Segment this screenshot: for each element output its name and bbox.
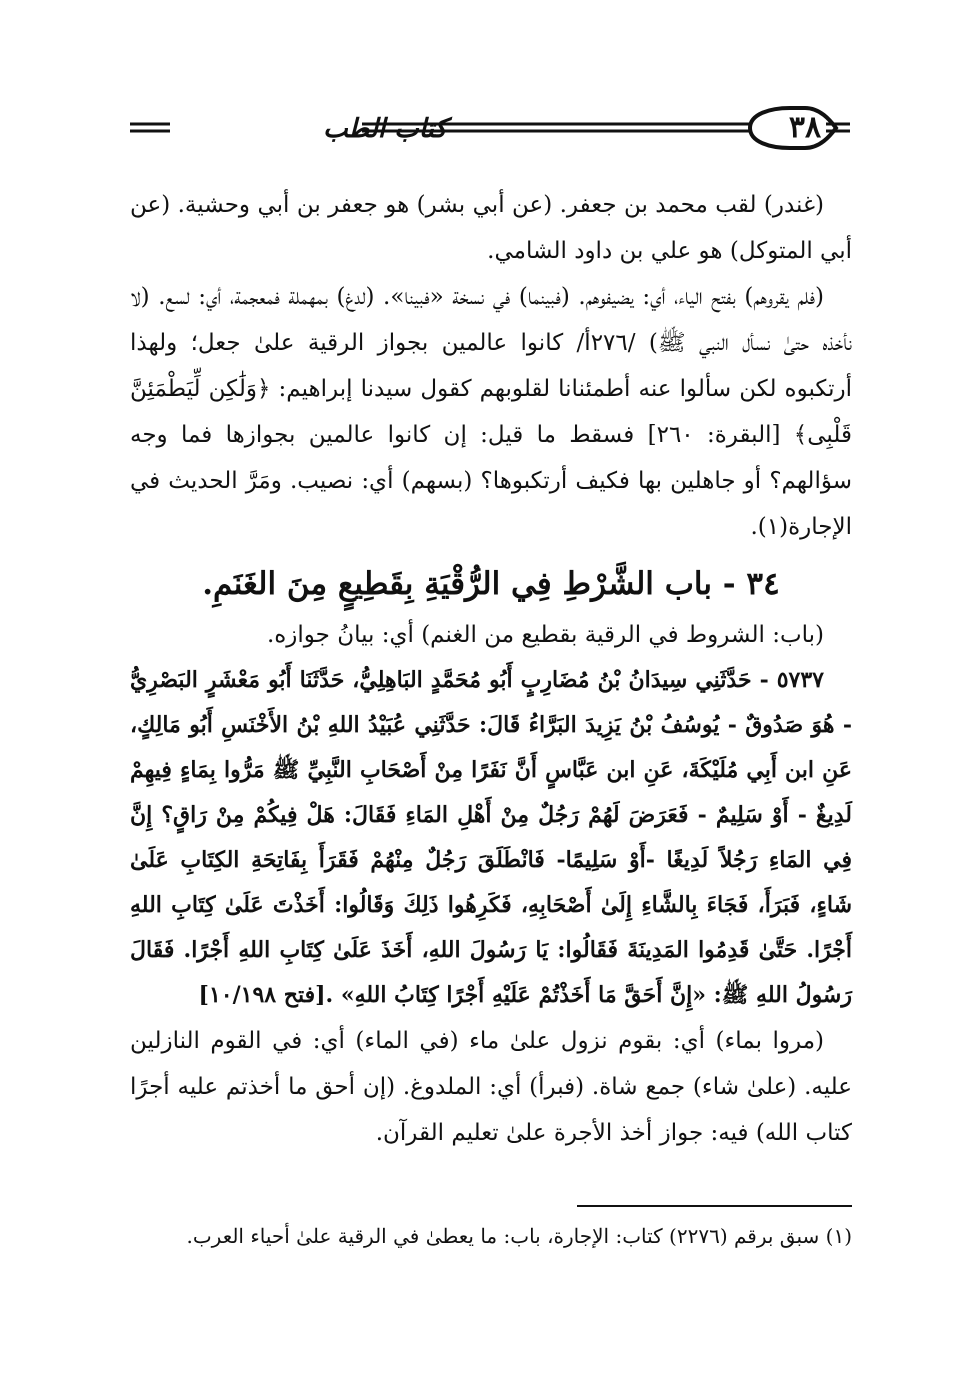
paragraph-commentary-2: (فلم يقروهم) بفتح الياء، أي: يضيفوهم. (فبينما) في نسخة «فبينا». (لدغ) بمهملة فمعجمة، أي: لسع. (لا نأخذه حتىٰ نسأل النبي ﷺ) /٢٧٦أ/ كانوا عالمين بجواز الرقية علىٰ جعل؛ ولهذا أرتكبوه لكن سألوا عنه أطمئنانا لقلوبهم كقول سيدنا إبراهيم: ﴿وَلَٰكِن لِّيَطْمَئِنَّ قَلْبِى﴾ [البقرة: ٢٦٠] فسقط ما قيل: إن كانوا عالمين بجوازها فما وجه سؤالهم؟ أو جاهلين بها فكيف أرتكبوها؟ (بسهم) أي: نصيب. ومَرَّ الحديث في الإجارة(١).	[130, 284, 852, 540]
paragraph-commentary-1: (غندر) لقب محمد بن جعفر. (عن أبي بشر) هو جعفر بن أبي وحشية. (عن أبي المتوكل) هو علي بن داود الشامي.	[130, 192, 852, 264]
hadith-text: ٥٧٣٧ - حَدَّثَنِي سِيدَانُ بْنُ مُضَارِبٍ أَبُو مُحَمَّدٍ البَاهِلِيُّ، حَدَّثَنَا أَبُو مَعْشَرٍ البَصْرِيُّ - هُوَ صَدُوقٌ - يُوسُفُ بْنُ يَزِيدَ البَرَّاءُ قَالَ: حَدَّثَنِي عُبَيْدُ اللهِ بْنُ الأَخْنَسِ أَبُو مَالِكٍ، عَنِ ابن أَبِي مُلَيْكَةَ، عَنِ ابن عَبَّاسٍ أَنَّ نَفَرًا مِنْ أَصْحَابِ النَّبِيِّ ﷺ مَرُّوا بِمَاءٍ فِيهِمْ لَدِيغٌ - أَوْ سَلِيمٌ - فَعَرَضَ لَهُمْ رَجُلٌ مِنْ أَهْلِ المَاءِ فَقَالَ: هَلْ فِيكُمْ مِنْ رَاقٍ؟ إِنَّ فِي المَاءِ رَجُلاً لَدِيغًا -أَوْ سَلِيمًا- فَانْطَلَقَ رَجُلٌ مِنْهُمْ فَقَرَأَ بِفَاتِحَةِ الكِتَابِ عَلَىٰ شَاءٍ، فَبَرَأَ، فَجَاءَ بِالشَّاءِ إِلَىٰ أَصْحَابِهِ، فَكَرِهُوا ذَلِكَ وَقَالُوا: أَخَذْتَ عَلَىٰ كِتَابِ اللهِ أَجْرًا. حَتَّىٰ قَدِمُوا المَدِينَةَ فَقَالُوا: يَا رَسُولَ اللهِ، أَخَذَ عَلَىٰ كِتَابِ اللهِ أَجْرًا. فَقَالَ رَسُولُ اللهِ ﷺ: «إِنَّ أَحَقَّ مَا أَخَذْتُمْ عَلَيْهِ أَجْرًا كِتَابُ اللهِ» .[فتح ١٠/١٩٨]	[130, 667, 852, 1008]
footnote-divider	[577, 1205, 852, 1207]
running-title: كتاب الطب	[323, 114, 447, 144]
header-ornament	[130, 100, 850, 160]
chapter-heading: ٣٤ - باب الشَّرْطِ فِي الرُّقْيَةِ بِقَطِيعٍ مِنَ الغَنَمِ.	[202, 566, 780, 602]
paragraph-chapter-explanation: (باب: الشروط في الرقية بقطيع من الغنم) أي: بيانُ جوازه.	[266, 622, 824, 648]
page-header	[130, 100, 850, 160]
paragraph-commentary-3: (مروا بماء) أي: بقوم نزول علىٰ ماء (في الماء) أي: في القوم النازلين عليه. (علىٰ شاء) جمع شاة. (فبرأ) أي: الملدوغ. (إن أحق ما أخذتم عليه أجرًا كتاب الله) فيه: جواز أخذ الأجرة علىٰ تعليم القرآن.	[130, 1028, 852, 1146]
page-number: ٣٨	[788, 110, 822, 145]
footnote	[130, 1216, 852, 1256]
main-text	[130, 182, 852, 1156]
footnote-text: (١) سبق برقم (٢٢٧٦) كتاب: الإجارة، باب: ما يعطىٰ في الرقية علىٰ أحياء العرب.	[186, 1224, 852, 1248]
